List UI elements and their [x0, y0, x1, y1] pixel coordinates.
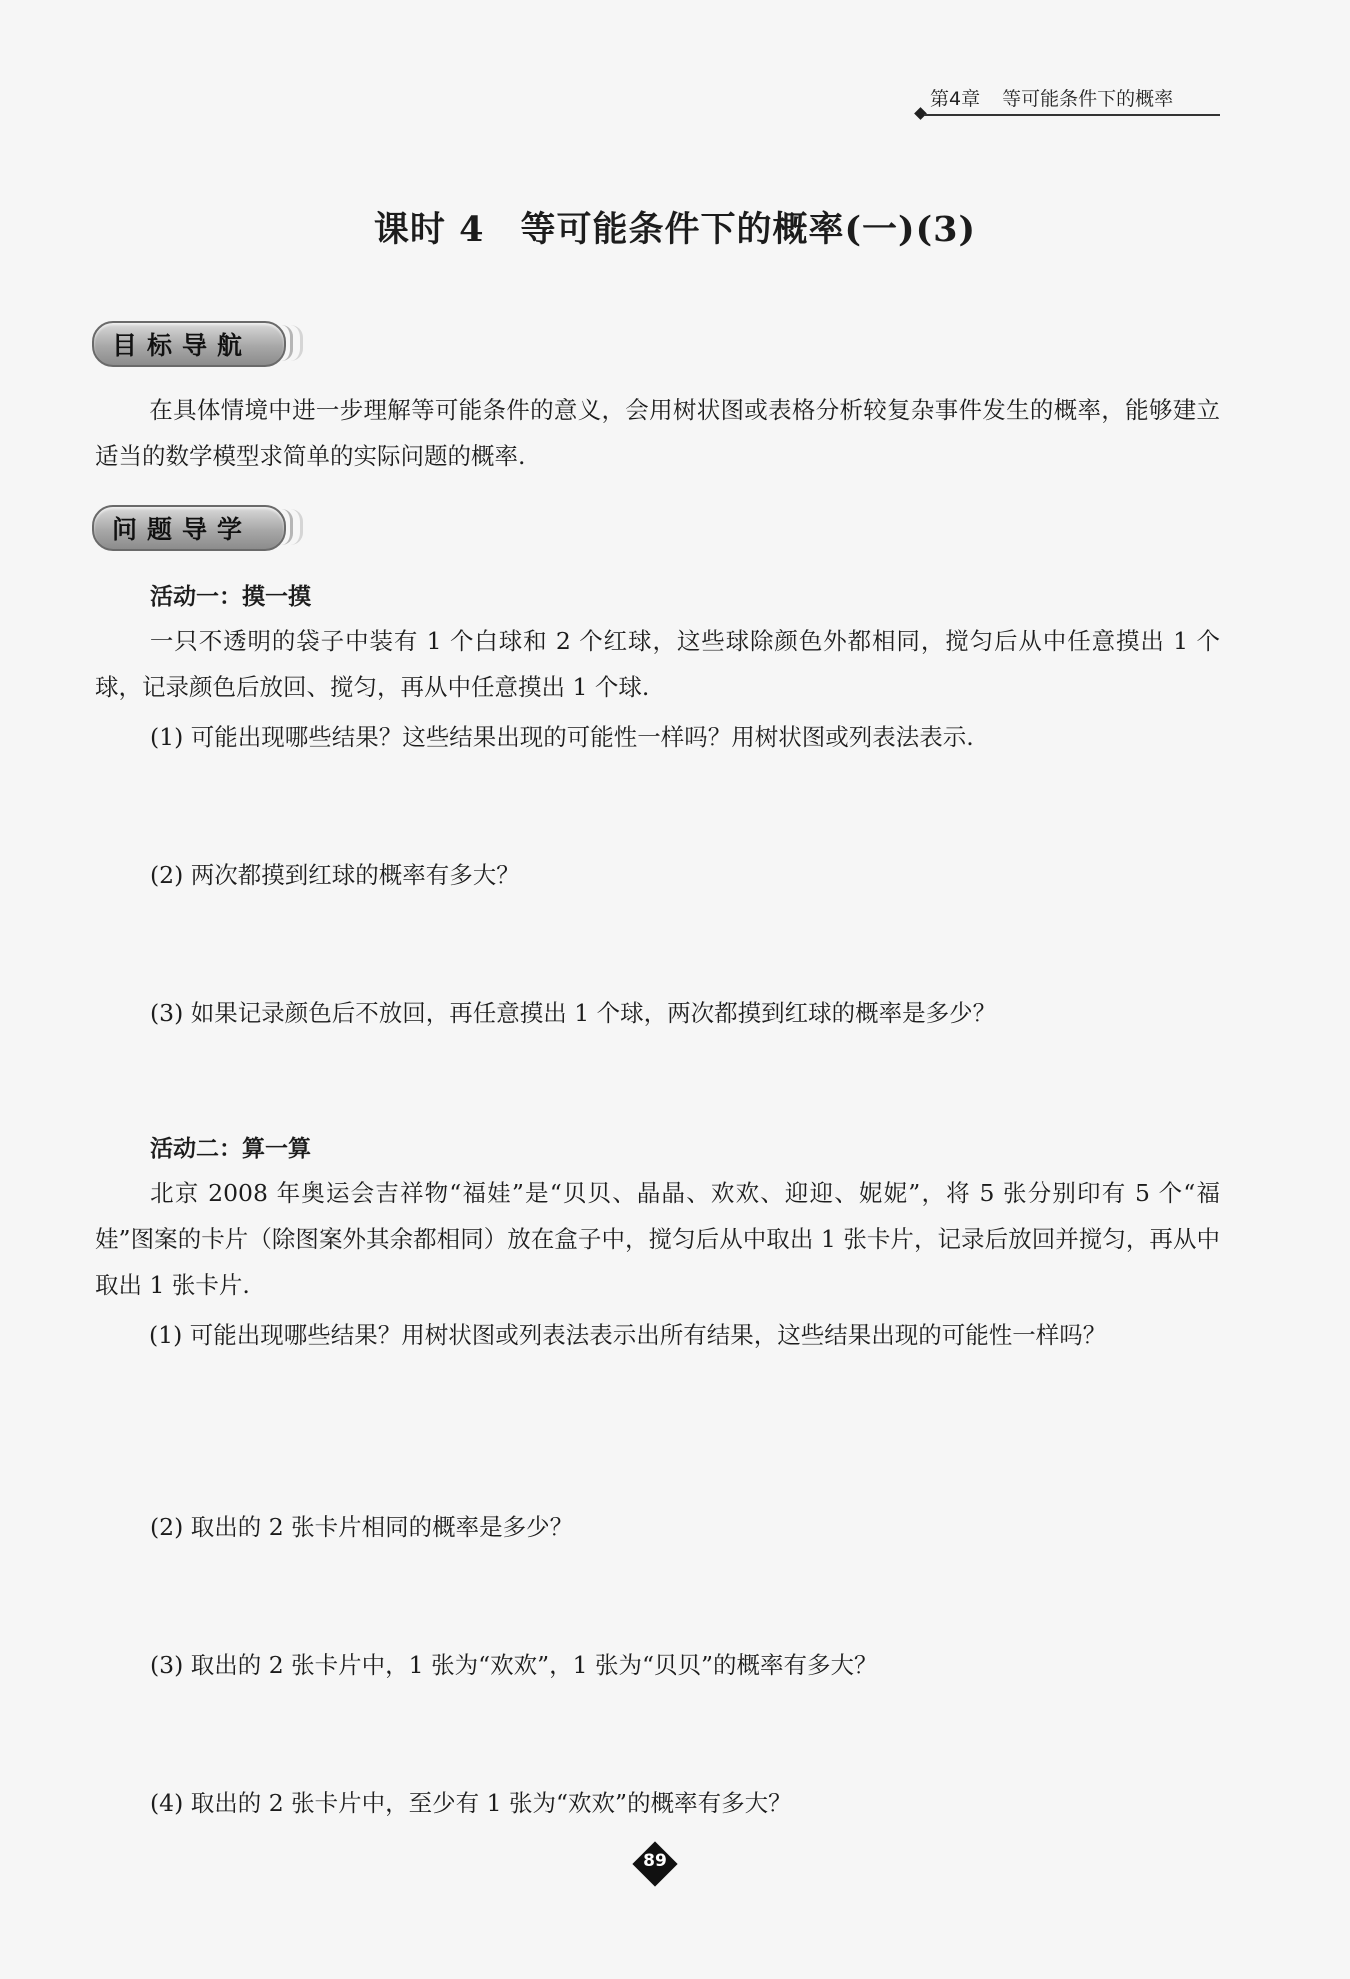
activity1-question-1: (1) 可能出现哪些结果？这些结果出现的可能性一样吗？用树状图或列表法表示. — [150, 723, 974, 751]
page-number-badge — [633, 1842, 677, 1886]
activity2-question-1 — [95, 1312, 1220, 1358]
activity2-question-1-text: (1) 可能出现哪些结果？用树状图或列表法表示出所有结果，这些结果出现的可能性一样吗？ — [149, 1321, 1107, 1349]
goal-text-content: 在具体情境中进一步理解等可能条件的意义，会用树状图或表格分析较复杂事件发生的概率，能够建立适当的数学模型求简单的实际问题的概率. — [95, 396, 1220, 470]
chapter-number: 第4章 — [930, 88, 981, 110]
chapter-title: 等可能条件下的概率 — [1002, 88, 1174, 110]
problem-tag-label: 问题导学 — [112, 515, 253, 544]
problem-tag-tail-outer — [278, 509, 303, 545]
running-header — [930, 84, 1220, 111]
activity1-question-3: (3) 如果记录颜色后不放回，再任意摸出 1 个球，两次都摸到红球的概率是多少？ — [150, 999, 997, 1027]
goal-text — [95, 387, 1220, 479]
goal-tag-label: 目标导航 — [112, 331, 253, 360]
header-rule — [924, 114, 1220, 116]
activity1-question-2: (2) 两次都摸到红球的概率有多大？ — [150, 861, 520, 889]
goal-tag-tail-outer — [278, 325, 303, 361]
page-number: 89 — [643, 1851, 667, 1871]
activity2-question-4: (4) 取出的 2 张卡片中，至少有 1 张为“欢欢”的概率有多大？ — [150, 1789, 792, 1817]
activity2-text — [95, 1170, 1220, 1308]
activity1-text-content: 一只不透明的袋子中装有 1 个白球和 2 个红球，这些球除颜色外都相同，搅匀后从中任意摸出 1 个球，记录颜色后放回、搅匀，再从中任意摸出 1 个球. — [95, 627, 1220, 701]
activity1-text — [95, 618, 1220, 710]
activity2-title: 活动二：算一算 — [150, 1136, 311, 1162]
activity2-text-content: 北京 2008 年奥运会吉祥物“福娃”是“贝贝、晶晶、欢欢、迎迎、妮妮”，将 5 张分别印有 5 个“福娃”图案的卡片（除图案外其余都相同）放在盒子中，搅匀后从中取出 1 张卡片，记录后放回并搅匀，再从中取出 1 张卡片. — [95, 1179, 1220, 1299]
activity1-title: 活动一：摸一摸 — [150, 584, 311, 610]
activity2-question-3: (3) 取出的 2 张卡片中，1 张为“欢欢”，1 张为“贝贝”的概率有多大？ — [150, 1651, 878, 1679]
lesson-title: 课时 4 等可能条件下的概率(一)(3) — [373, 209, 977, 250]
activity2-question-2: (2) 取出的 2 张卡片相同的概率是多少？ — [150, 1513, 574, 1541]
